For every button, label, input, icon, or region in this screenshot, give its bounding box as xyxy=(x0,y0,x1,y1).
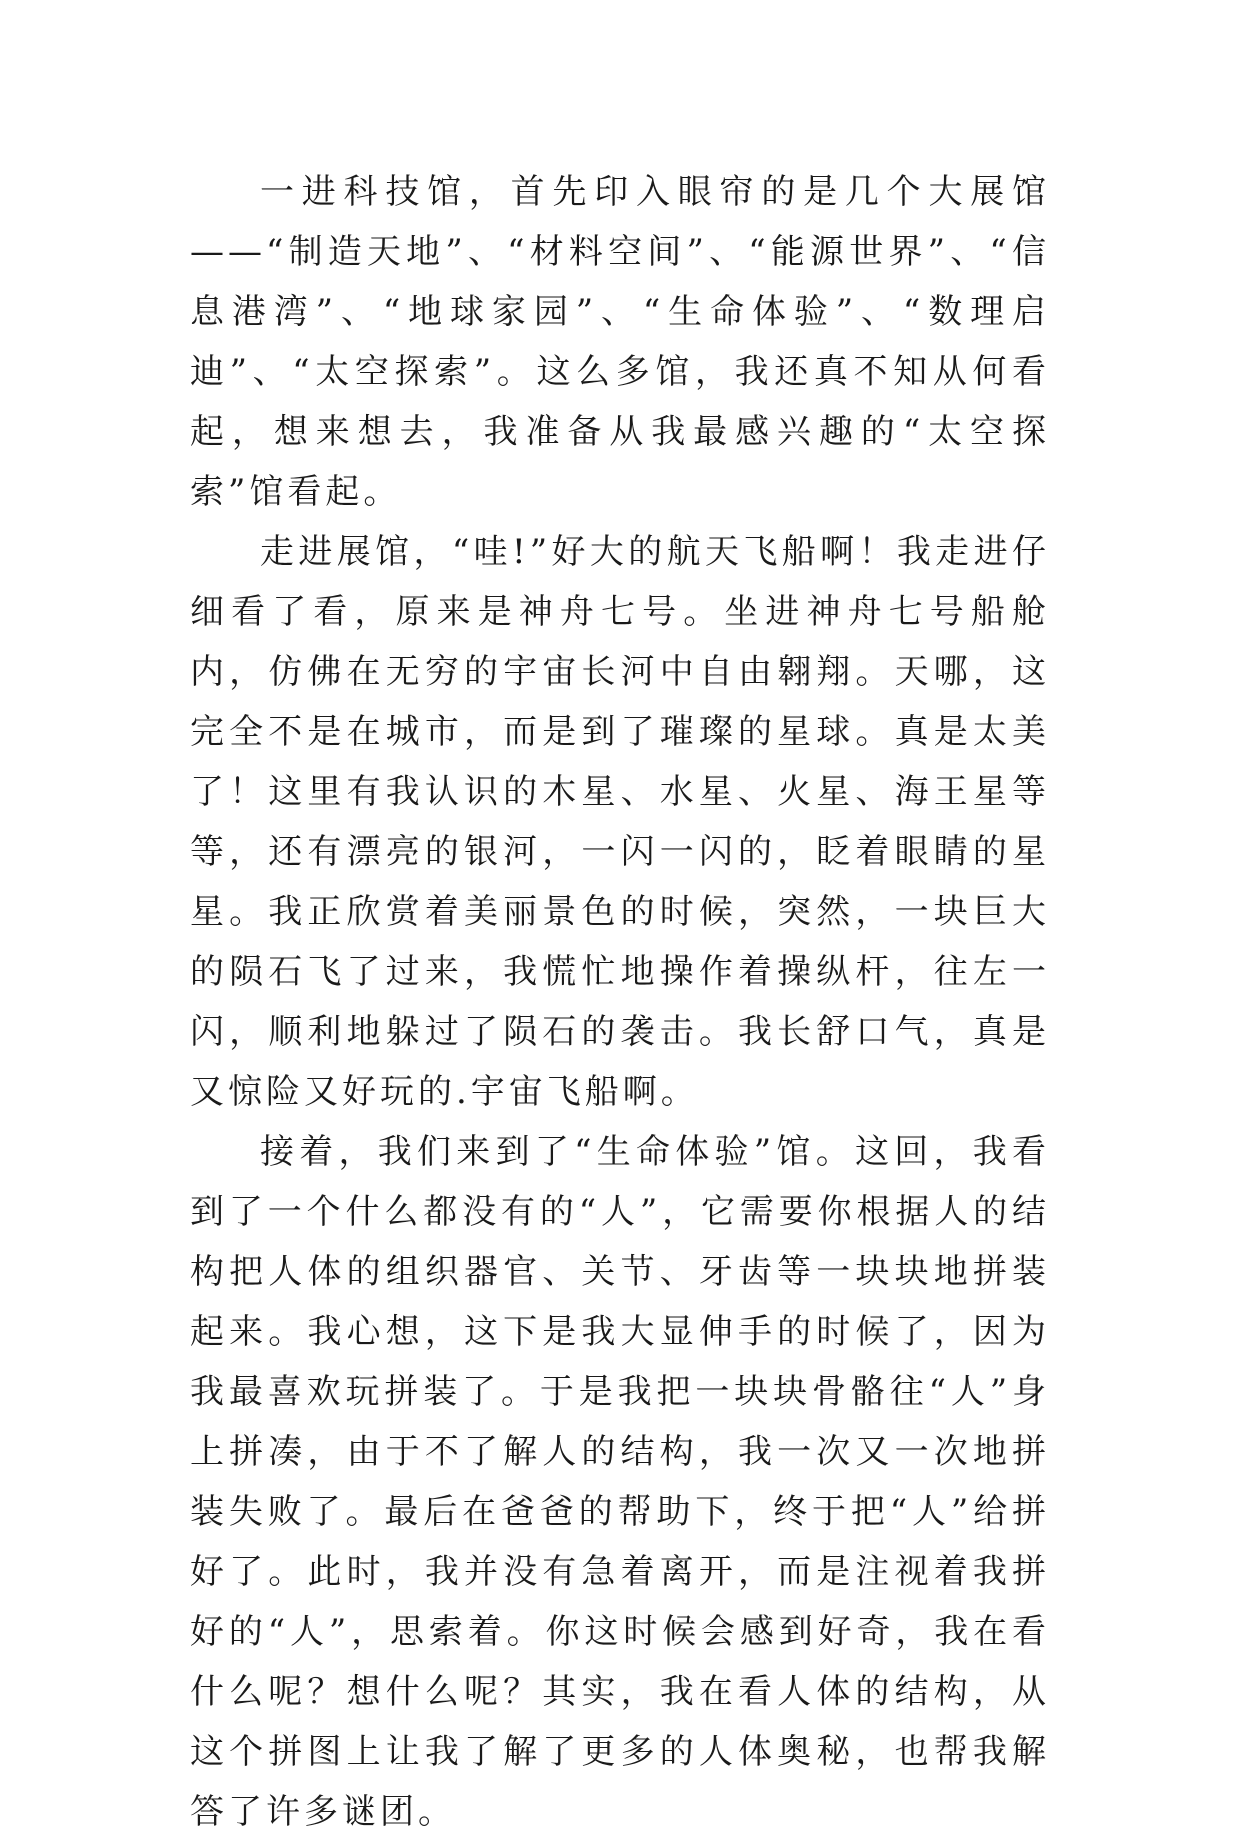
paragraph-life-experience: 接着，我们来到了“生命体验”馆。这回，我看到了一个什么都没有的“人”，它需要你根据人的结构把人体的组织器官、关节、牙齿等一块块地拼装起来。我心想，这下是我大显伸手的时候了，因为我最喜欢玩拼装了。于是我把一块块骨骼往“人”身上拼凑，由于不了解人的结构，我一次又一次地拼装失败了。最后在爸爸的帮助下，终于把“人”给拼好了。此时，我并没有急着离开，而是注视着我拼好的“人”，思索着。你这时候会感到好奇，我在看什么呢？想什么呢？其实，我在看人体的结构，从这个拼图上让我了解了更多的人体奥秘，也帮我解答了许多谜团。 xyxy=(190,1132,1050,1832)
paragraph-museum-halls: 一进科技馆，首先印入眼帘的是几个大展馆——“制造天地”、“材料空间”、“能源世界”、“信息港湾”、“地球家园”、“生命体验”、“数理启迪”、“太空探索”。这么多馆，我还真不知从何看起，想来想去，我准备从我最感兴趣的“太空探索”馆看起。 xyxy=(190,172,1050,512)
paragraph-space-exploration: 走进展馆，“哇!”好大的航天飞船啊！我走进仔细看了看，原来是神舟七号。坐进神舟七号船舱内，仿佛在无穷的宇宙长河中自由翱翔。天哪，这完全不是在城市，而是到了璀璨的星球。真是太美了！这里有我认识的木星、水星、火星、海王星等等，还有漂亮的银河，一闪一闪的，眨着眼睛的星星。我正欣赏着美丽景色的时候，突然，一块巨大的陨石飞了过来，我慌忙地操作着操纵杆，往左一闪，顺利地躲过了陨石的袭击。我长舒口气，真是又惊险又好玩的.宇宙飞船啊。 xyxy=(190,532,1050,1112)
document-body xyxy=(190,162,1050,1842)
